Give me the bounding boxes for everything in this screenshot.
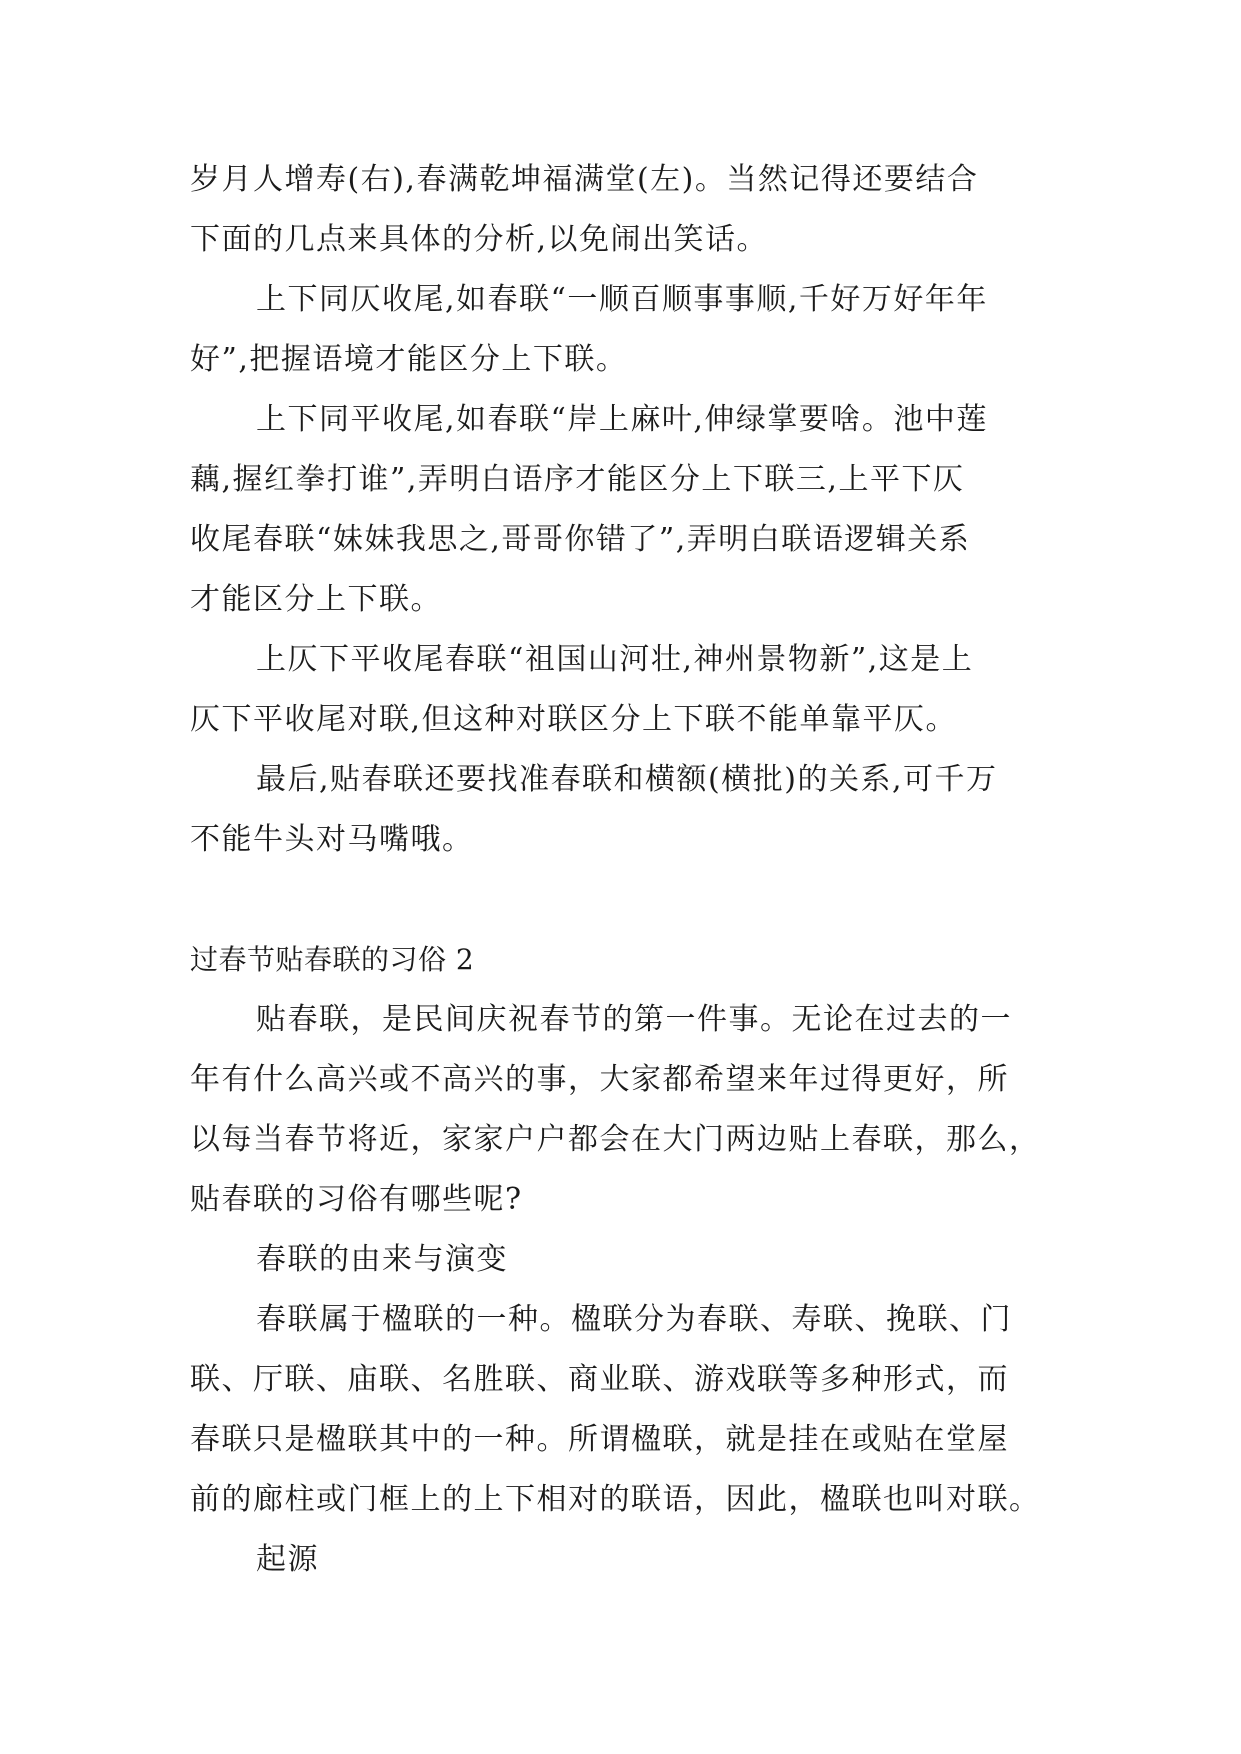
paragraph-line: 年有什么高兴或不高兴的事，大家都希望来年过得更好，所: [190, 1062, 1009, 1097]
paragraph-line: 前的廊柱或门框上的上下相对的联语，因此，楹联也叫对联。: [190, 1482, 1041, 1517]
subheading: 春联的由来与演变: [256, 1242, 508, 1277]
paragraph-line: 上仄下平收尾春联“祖国山河壮,神州景物新”,这是上: [256, 642, 974, 677]
paragraph-line: 收尾春联“妹妹我思之,哥哥你错了”,弄明白联语逻辑关系: [190, 522, 971, 557]
paragraph-line: 不能牛头对马嘴哦。: [190, 822, 474, 857]
paragraph-line: 春联只是楹联其中的一种。所谓楹联，就是挂在或贴在堂屋: [190, 1422, 1009, 1457]
paragraph-line: 仄下平收尾对联,但这种对联区分上下联不能单靠平仄。: [190, 702, 958, 737]
paragraph-line: 下面的几点来具体的分析,以免闹出笑话。: [190, 222, 769, 257]
paragraph-line: 上下同仄收尾,如春联“一顺百顺事事顺,千好万好年年: [256, 282, 988, 317]
paragraph-line: 最后,贴春联还要找准春联和横额(横批)的关系,可千万: [256, 762, 998, 797]
paragraph-line: 以每当春节将近，家家户户都会在大门两边贴上春联，那么，: [190, 1122, 1041, 1157]
paragraph-line: 联、厅联、庙联、名胜联、商业联、游戏联等多种形式，而: [190, 1362, 1009, 1397]
paragraph-line: 藕,握红拳打谁”,弄明白语序才能区分上下联三,上平下仄: [190, 462, 965, 497]
subheading: 起源: [256, 1542, 319, 1577]
paragraph-line: 春联属于楹联的一种。楹联分为春联、寿联、挽联、门: [256, 1302, 1012, 1337]
paragraph-line: 才能区分上下联。: [190, 582, 442, 617]
paragraph-line: 好”,把握语境才能区分上下联。: [190, 342, 628, 377]
section-heading: 过春节贴春联的习俗 2: [190, 943, 475, 976]
paragraph-line: 贴春联的习俗有哪些呢?: [190, 1182, 523, 1217]
paragraph-line: 贴春联，是民间庆祝春节的第一件事。无论在过去的一: [256, 1002, 1012, 1037]
paragraph-line: 岁月人增寿(右),春满乾坤福满堂(左)。当然记得还要结合: [190, 162, 979, 197]
paragraph-line: 上下同平收尾,如春联“岸上麻叶,伸绿掌要啥。池中莲: [256, 402, 988, 437]
